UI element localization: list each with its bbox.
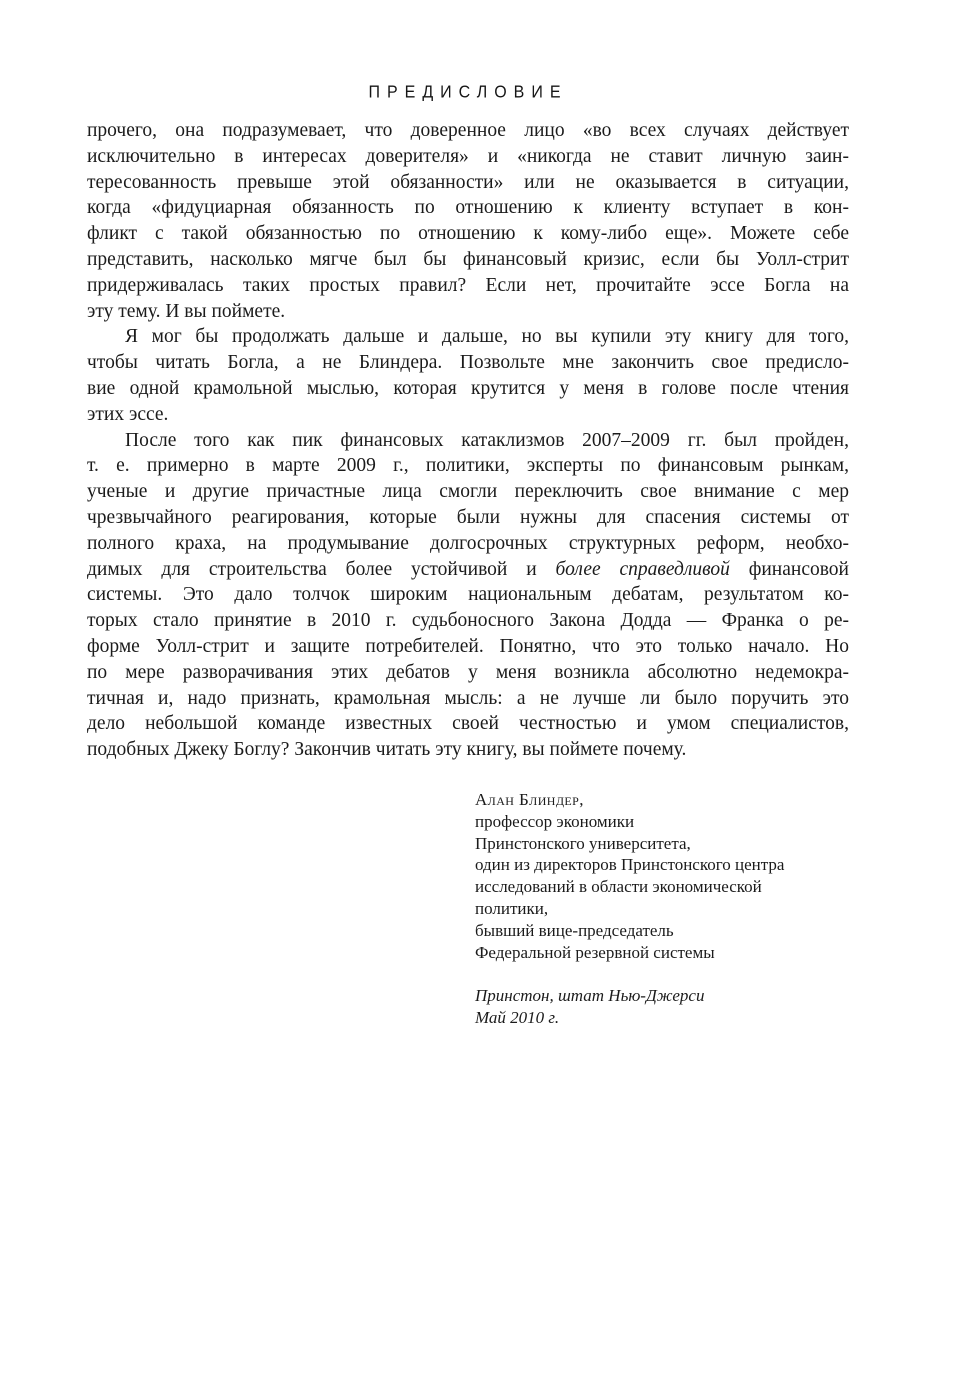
text-line: прочего, она подразумевает, что доверенное лицо «во всех случаях действует — [87, 120, 849, 141]
author-title-line: бывший вице-председатель — [475, 920, 674, 940]
signature-location: Принстон, штат Нью-Джерси — [475, 986, 705, 1006]
paragraph-1 — [87, 118, 849, 324]
text-line: чтобы читать Богла, а не Блиндера. Позвольте мне закончить свое предисло- — [87, 352, 849, 374]
text-line: вие одной крамольной мыслью, которая крутится у меня в голове после чтения — [87, 377, 849, 399]
page-title: ПРЕДИСЛОВИЕ — [368, 82, 568, 102]
text-line: т. е. примерно в марте 2009 г., политики, эксперты по финансовым рынкам, — [87, 455, 849, 477]
author-name: Алан Блиндер, — [475, 789, 584, 809]
text-line: фликт с такой обязанностью по отношению к кому-либо еще». Можете себе — [87, 223, 849, 245]
text-line: этих эссе. — [87, 403, 169, 425]
text-line: После того как пик финансовых катаклизмов 2007–2009 гг. был пройден, — [125, 429, 849, 451]
text-line: исключительно в интересах доверителя» и «никогда не ставит личную заин- — [87, 145, 849, 167]
text-line: форме Уолл-стрит и защите потребителей. Понятно, что это только начало. Но — [87, 635, 849, 657]
author-title-line: профессор экономики — [475, 811, 635, 831]
paragraph-3 — [87, 428, 849, 763]
text-line: торых стало принятие в 2010 г. судьбоносного Закона Додда — Франка о ре- — [87, 610, 849, 632]
author-title-line: Принстонского университета, — [475, 833, 691, 853]
author-title-line: политики, — [475, 898, 549, 918]
text-segment: димых для строительства более устойчивой и — [87, 558, 556, 580]
text-line-with-italic — [87, 557, 849, 583]
text-line: когда «фидуциарная обязанность по отношению к клиенту вступает в кон- — [87, 197, 849, 219]
text-line: ученые и другие причастные лица смогли переключить свое внимание с мер — [87, 481, 849, 503]
text-line: дело небольшой команде известных своей честностью и умом специалистов, — [87, 713, 849, 735]
text-line: тичная и, надо признать, крамольная мысль: а не лучше ли было поручить это — [87, 687, 849, 709]
text-line: по мере разворачивания этих дебатов у меня возникла абсолютно недемокра- — [87, 661, 849, 683]
author-title-line: Федеральной резервной системы — [475, 942, 715, 962]
text-line: подобных Джеку Боглу? Закончив читать эту книгу, вы поймете почему. — [87, 739, 687, 761]
italic-phrase: более справедливой — [555, 558, 730, 580]
signature-date: Май 2010 г. — [475, 1007, 560, 1027]
text-line: представить, насколько мягче был бы финансовый кризис, если бы Уолл-стрит — [87, 248, 849, 270]
text-line: полного краха, на продумывание долгосрочных структурных реформ, необхо- — [87, 532, 849, 554]
text-line: придерживалась таких простых правил? Если нет, прочитайте эссе Богла на — [87, 274, 849, 296]
text-line: чрезвычайного реагирования, которые были нужны для спасения системы от — [87, 506, 849, 528]
body-text — [87, 118, 849, 763]
text-segment: финансовой — [729, 558, 849, 580]
text-line: тересованность превыше этой обязанности» или не оказывается в ситуации, — [87, 171, 849, 193]
text-line: системы. Это дало толчок широким национальным дебатам, результатом ко- — [87, 584, 849, 606]
text-line: эту тему. И вы поймете. — [87, 300, 286, 322]
text-line: Я мог бы продолжать дальше и дальше, но вы купили эту книгу для того, — [125, 326, 849, 348]
paragraph-2 — [87, 324, 849, 427]
author-title-line: один из директоров Принстонского центра — [475, 855, 785, 875]
signature-block — [475, 789, 849, 1029]
author-title-line: исследований в области экономической — [475, 877, 762, 897]
